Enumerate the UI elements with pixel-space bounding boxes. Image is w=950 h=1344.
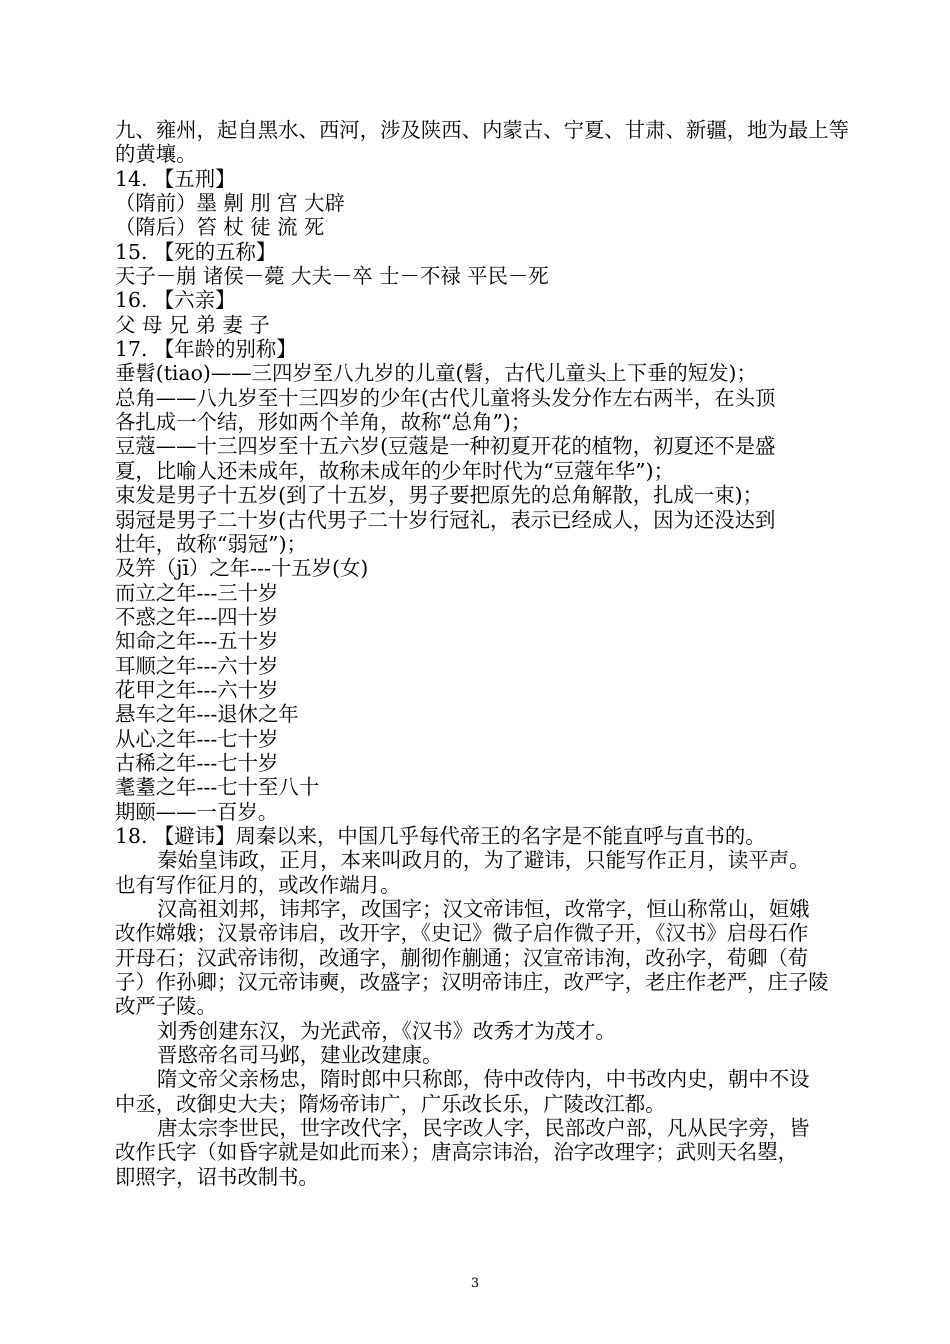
text-line: 束发是男子十五岁(到了十五岁，男子要把原先的总角解散，扎成一束)；	[115, 483, 764, 508]
text-line: 夏，比喻人还未成年，故称未成年的少年时代为“豆蔻年华”)；	[115, 458, 674, 483]
text-line: 14. 【五刑】	[115, 166, 236, 191]
text-line: 17. 【年龄的别称】	[115, 337, 297, 362]
text-line: 改严子陵。	[115, 994, 217, 1019]
text-line: 及笄（jī）之年---十五岁(女)	[115, 556, 369, 581]
document-body	[115, 118, 850, 1189]
text-line: 中丞，改御史大夫；隋炀帝讳广，广乐改长乐，广陵改江都。	[115, 1091, 666, 1116]
text-line: （隋后）笞 杖 徒 流 死	[115, 215, 325, 240]
text-line: 改作氏字（如昏字就是如此而来）；唐高宗讳治，治字改理字；武则天名曌，	[115, 1140, 799, 1165]
text-line: 耳顺之年---六十岁	[115, 653, 279, 678]
text-line: 隋文帝父亲杨忠，隋时郎中只称郎，侍中改侍内，中书改内史，朝中不设	[157, 1067, 810, 1092]
text-line: 的黄壤。	[115, 142, 197, 167]
page-number: 3	[470, 1276, 480, 1291]
text-line: 期颐——一百岁。	[115, 799, 279, 824]
text-line: 唐太宗李世民，世字改代字，民字改人字，民部改户部，凡从民字旁，皆	[157, 1116, 810, 1141]
text-line: 知命之年---五十岁	[115, 629, 279, 654]
text-line: 秦始皇讳政，正月，本来叫政月的，为了避讳，只能写作正月，读平声。	[157, 848, 810, 873]
text-line: 古稀之年---七十岁	[115, 750, 279, 775]
text-line: 耄耋之年---七十至八十	[115, 775, 320, 800]
text-line: 改作嫦娥；汉景帝讳启，改开字，《史记》微子启作微子开，《汉书》启母石作	[115, 921, 809, 946]
text-line: 父 母 兄 弟 妻 子	[115, 312, 270, 337]
text-line: 刘秀创建东汉，为光武帝，《汉书》改秀才为茂才。	[157, 1018, 616, 1043]
text-line: 壮年，故称“弱冠”)；	[115, 531, 307, 556]
text-line: 汉高祖刘邦，讳邦字，改国字；汉文帝讳恒，改常字，恒山称常山，姮娥	[157, 897, 810, 921]
text-line: 各扎成一个结，形如两个羊角，故称“总角”)；	[115, 410, 532, 435]
text-line: 也有写作征月的，或改作端月。	[115, 872, 401, 897]
text-line: 18. 【避讳】周秦以来，中国几乎每代帝王的名字是不能直呼与直书的。	[115, 823, 766, 848]
text-line: 不惑之年---四十岁	[115, 604, 279, 629]
text-line: 九、雍州，起自黑水、西河，涉及陕西、内蒙古、宁夏、甘肃、新疆，地为最上等	[115, 118, 850, 142]
text-line: 开母石；汉武帝讳彻，改通字，蒯彻作蒯通；汉宣帝讳洵，改孙字，荀卿（荀	[115, 945, 809, 970]
text-line: （隋前）墨 劓 刖 宫 大辟	[115, 191, 345, 216]
text-line: 从心之年---七十岁	[115, 726, 279, 751]
text-line: 花甲之年---六十岁	[115, 677, 279, 702]
text-line: 天子－崩 诸侯－薨 大夫－卒 士－不禄 平民－死	[115, 264, 549, 289]
text-line: 悬车之年---退休之年	[115, 702, 299, 727]
text-line: 即照字，诏书改制书。	[115, 1164, 319, 1189]
text-line: 晋愍帝名司马邺，建业改建康。	[157, 1043, 443, 1068]
text-line: 总角——八九岁至十三四岁的少年(古代儿童将头发分作左右两半，在头顶	[115, 385, 776, 410]
text-line: 垂髫(tiao)——三四岁至八九岁的儿童(髫，古代儿童头上下垂的短发)；	[115, 361, 757, 386]
text-line: 豆蔻——十三四岁至十五六岁(豆蔻是一种初夏开花的植物，初夏还不是盛	[115, 434, 776, 459]
text-line: 而立之年---三十岁	[115, 580, 279, 605]
text-line: 16. 【六亲】	[115, 288, 236, 313]
text-line: 15. 【死的五称】	[115, 239, 277, 264]
text-line: 弱冠是男子二十岁(古代男子二十岁行冠礼，表示已经成人，因为还没达到	[115, 507, 776, 532]
text-line: 子）作孙卿；汉元帝讳奭，改盛字；汉明帝讳庄，改严字，老庄作老严，庄子陵	[115, 970, 829, 995]
